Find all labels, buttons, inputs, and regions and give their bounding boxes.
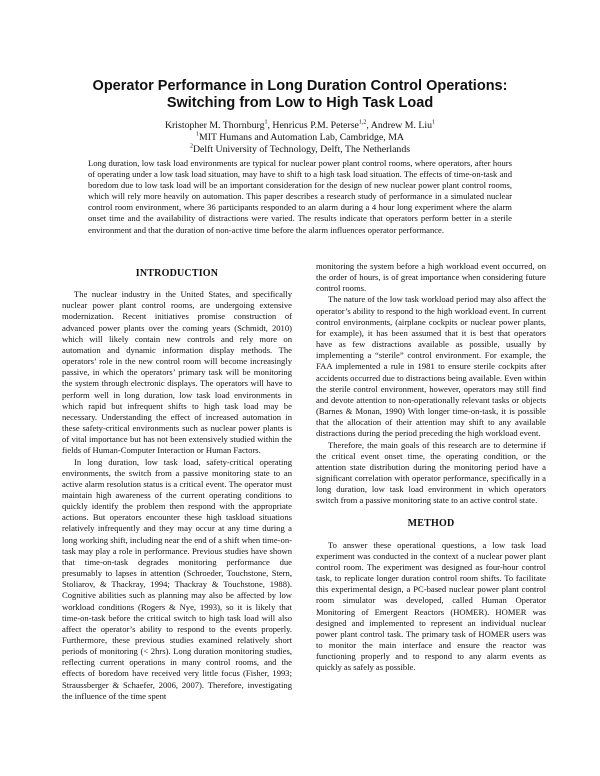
introduction-paragraph-2: In long duration, low task load, safety-critical operating environments, the switch from a passive monitoring state to an active alarm resolution status is a critical event. The operator must maintain high awareness of the current operating conditions to quickly identify the problem then respond with the appropriate actions. But operators encounter these high taskload situations relatively infrequently and they may occur at any time during a long working shift, including near the end of a shift when time-on-task may play a role in performance. Previous studies have shown that time-on-task degrades monitoring performance due presumably to lapses in attention (Schroeder, Touchstone, Stern, Stoliarov, & Thackray, 1994; Thackray & Touchstone, 1988). Cognitive abilities such as planning may also be affected by low workload conditions (Rogers & Nye, 1993), so it is likely that time-on-task before the critical switch to high task load will also affect the operator’s ability to respond to the events properly. Furthermore, these previous studies examined relatively short periods of monitoring (< 2hrs). Long duration monitoring studies, reflecting current operations in many control rooms, and the effects of boredom have received very little focus (Fisher, 1993; Straussberger & Schaefer, 2006, 2007). Therefore, investigating the influence of the time spent xyxy=(62,456,292,701)
introduction-paragraph-2-continued: monitoring the system before a high workload event occurred, on the order of hours, is of great importance when considering future control rooms. xyxy=(316,261,546,294)
author-1: Kristopher M. Thornburg xyxy=(164,120,265,131)
abstract: Long duration, low task load environments are typical for nuclear power plant control rooms, where operators, after hours of operating under a low task load situation, may have to shift to a high task load situation. The effects of time-on-task and boredom due to low task load will be an important consideration for the design of new nuclear power plant control rooms, which will rely more heavily on automation. This paper describes a research study of performance in a simulated nuclear control room environment, where 36 participants responded to an alarm during a 4 hour long experiment where the alarm onset time and the availability of distractions were varied. The results indicate that operators perform better in a sterile environment and that the duration of non-active time before the alarm influences operator performance. xyxy=(88,158,512,235)
author-list xyxy=(80,120,520,132)
left-column xyxy=(62,268,292,702)
paper-title-line-2: Switching from Low to High Task Load xyxy=(166,95,434,111)
affiliation-1-text: MIT Humans and Automation Lab, Cambridge, MA xyxy=(199,132,404,143)
right-column xyxy=(316,261,546,673)
affiliation-2-mark: 2 xyxy=(189,143,193,150)
introduction-paragraph-4: Therefore, the main goals of this research are to determine if the critical event onset time, the operating condition, or the attention state distribution during the monitoring period have a significant correlation with operator performance, specifically in a long duration, low task load environment in which operators switch from a passive monitoring state to an active control state. xyxy=(316,439,546,506)
method-heading: METHOD xyxy=(407,518,455,530)
introduction-heading: INTRODUCTION xyxy=(135,268,219,279)
author-3-affiliation-mark: 1 xyxy=(432,119,436,126)
author-1-affiliation-mark: 1 xyxy=(264,119,268,126)
author-2: , Henricus P.M. Peterse xyxy=(267,120,359,131)
affiliation-2-text: Delft University of Technology, Delft, The Netherlands xyxy=(192,144,411,155)
paper-title-line-1: Operator Performance in Long Duration Control Operations: xyxy=(92,78,508,94)
introduction-paragraph-1: The nuclear industry in the United States, and specifically nuclear power plant control rooms, are undergoing extensive modernization. Recent initiatives promise construction of advanced power plants over the coming years (Schmidt, 2010) which will likely contain new controls and rely more on automation and dynamic information display methods. The operators’ role in the new control room will become increasingly passive, in which the operators’ primary task will be monitoring the system through electronic displays. The operators will have to perform well in long duration, low task load environments in which rapid but infrequent shifts to high task load may be necessary. Understanding the effect of increased automation in these safety-critical environments such as nuclear power plants is of vital importance but has not been extensively studied within the fields of Human-Computer Interaction or Human Factors. xyxy=(62,289,292,456)
method-paragraph-1: To answer these operational questions, a low task load experiment was conducted in the context of a nuclear power plant control room. The experiment was designed as four-hour control task, to replicate longer duration control room shifts. To facilitate this experimental design, a PC-based nuclear power plant control room simulator was developed, called Human Operator Monitoring of Emergent Reactors (HOMER). HOMER was designed and implemented to represent an individual nuclear power plant control task. The primary task of HOMER users was to monitor the main interface and ensure the reactor was functioning properly and to respond to any alarm events as quickly as safely as possible. xyxy=(316,539,546,673)
affiliation-1-mark: 1 xyxy=(196,131,199,138)
author-3: , Andrew M. Liu xyxy=(366,120,433,131)
section-gap xyxy=(316,506,546,518)
author-2-affiliation-mark: 1,2 xyxy=(358,119,367,126)
affiliation-1 xyxy=(80,132,520,144)
affiliation-2 xyxy=(80,144,520,156)
introduction-paragraph-3: The nature of the low task workload period may also affect the operator’s ability to respond to the high workload event. In current control environments, (airplane cockpits or nuclear power plants, for example), it has been assumed that it is best that operators have as few distractions available as possible, usually by implementing a “sterile” control environment. For example, the FAA implemented a rule in 1981 to ensure sterile cockpits after accidents occurred due to distractions being available. Even within the sterile control environment, however, operators may still find and devote attention to non-operationally relevant tasks or objects (Barnes & Monan, 1990) With longer time-on-task, it is possible that the allocation of their attention may shift to any available distractions during the period preceding the high workload event. xyxy=(316,294,546,439)
